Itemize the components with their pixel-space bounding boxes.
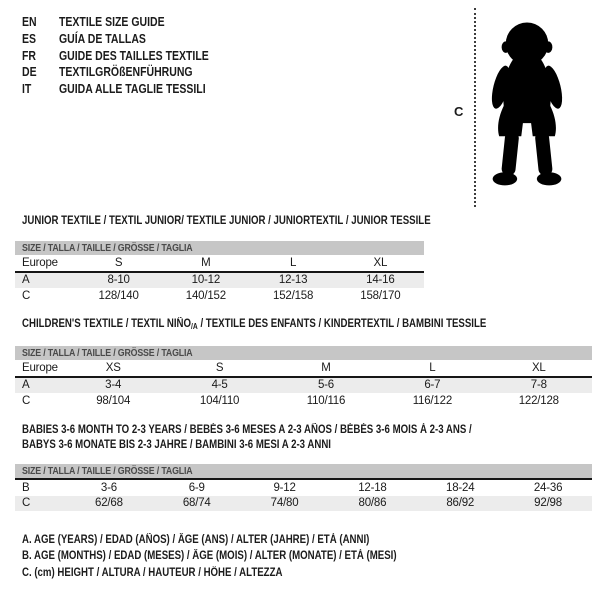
size-value-cell: 104/110 [199, 394, 240, 407]
row-label-cell: Europe [15, 255, 75, 272]
table-row [15, 241, 424, 255]
size-header-bar: SIZE / TALLA / TAILLE / GRÖSSE / TAGLIA [15, 464, 592, 479]
column-header-cell: S [166, 360, 272, 377]
height-label-c: C [454, 104, 464, 119]
language-title: TEXTILE SIZE GUIDE [59, 15, 165, 30]
table-row [15, 346, 592, 360]
babies-size-table [15, 464, 592, 511]
size-value-cell: 80/86 [328, 496, 416, 512]
size-value-cell: 12-18 [358, 481, 387, 494]
size-value-cell: 10-12 [162, 272, 249, 289]
size-value-cell: 12-13 [250, 272, 337, 289]
row-label-cell: A [15, 272, 75, 289]
table-row [15, 393, 592, 409]
language-code: ES [22, 32, 37, 47]
table-row [15, 288, 424, 304]
language-title: GUIDE DES TAILLES TEXTILE [59, 48, 209, 63]
column-header-cell: L [250, 255, 337, 272]
column-header-cell: XS [60, 360, 166, 377]
row-label-cell: C [22, 394, 31, 407]
row-label-cell: Europe [15, 360, 60, 377]
column-header-cell: L [379, 360, 485, 377]
junior-section-title: JUNIOR TEXTILE / TEXTIL JUNIOR/ TEXTILE JUNIOR / JUNIORTEXTIL / JUNIOR TESSILE [22, 215, 431, 227]
size-value-cell: 9-12 [273, 481, 296, 494]
size-value-cell: 122/128 [518, 394, 559, 407]
children-size-table [15, 346, 592, 409]
size-value-cell: 18-24 [446, 481, 475, 494]
size-value-cell: 140/152 [185, 289, 226, 302]
size-value-cell: 14-16 [337, 272, 424, 289]
size-value-cell: 24-36 [533, 481, 563, 494]
table-row [15, 272, 424, 289]
size-value-cell: 5-6 [273, 377, 379, 394]
table-row [15, 255, 424, 272]
column-header-cell: M [162, 255, 249, 272]
size-value-cell: 3-6 [100, 481, 117, 494]
language-title: TEXTILGRÖßENFÜHRUNG [59, 65, 193, 80]
size-value-cell: 74/80 [241, 496, 329, 512]
column-header-cell: XL [337, 255, 424, 272]
row-label-cell: B [22, 481, 30, 494]
language-title: GUIDA ALLE TAGLIE TESSILI [59, 82, 206, 97]
language-row [22, 81, 237, 98]
size-value-cell: 6-7 [379, 377, 485, 394]
size-value-cell: 86/92 [416, 496, 504, 512]
title-subscript: /A [191, 322, 198, 331]
junior-size-table [15, 241, 424, 304]
note-line-a: A. AGE (YEARS) / EDAD (AÑOS) / ÂGE (ANS) / ALTER (JAHRE) / ETÀ (ANNI) [22, 534, 370, 546]
size-value-cell: 152/158 [273, 289, 314, 302]
language-code: DE [22, 65, 37, 80]
language-row [22, 31, 237, 48]
size-value-cell: 128/140 [98, 289, 139, 302]
row-label-cell: C [22, 289, 31, 302]
row-label-cell: C [15, 496, 65, 512]
size-value-cell: 62/68 [65, 496, 153, 512]
children-section-title: CHILDREN'S TEXTILE / TEXTIL $NIÑO_{/A}$ / TEXTILE DES ENFANTS / KINDERTEXTIL / BAMBINI TESSILE [22, 318, 487, 331]
column-header-cell: XL [486, 360, 592, 377]
table-row [15, 479, 592, 496]
height-measure-dotted-line [474, 8, 476, 207]
size-value-cell: 98/104 [96, 394, 131, 407]
size-value-cell: 116/122 [412, 394, 453, 407]
column-header-cell: S [75, 255, 162, 272]
size-value-cell: 4-5 [166, 377, 272, 394]
size-value-cell: 3-4 [60, 377, 166, 394]
row-label-cell: A [15, 377, 60, 394]
size-value-cell: 110/116 [306, 394, 346, 407]
size-value-cell: 68/74 [153, 496, 241, 512]
size-value-cell: 92/98 [504, 496, 592, 512]
table-row [15, 377, 592, 394]
size-header-bar: SIZE / TALLA / TAILLE / GRÖSSE / TAGLIA [15, 346, 592, 360]
size-value-cell: 8-10 [75, 272, 162, 289]
children-section [15, 318, 592, 409]
size-value-cell: 158/170 [360, 289, 401, 302]
table-row [15, 464, 592, 479]
babies-section-title: BABIES 3-6 MONTH TO 2-3 YEARS / BEBÉS 3-6 MESES A 2-3 AÑOS / BÉBÉS 3-6 MOIS À 2-3 ANS / BABYS 3-6 MONATE BIS 2-3 JAHRE / BAMBINI 3-6 MESI A 2-3 ANNI [22, 424, 472, 451]
language-row [22, 64, 237, 81]
babies-section [15, 423, 592, 511]
size-value-cell: 7-8 [486, 377, 592, 394]
language-code: EN [22, 15, 37, 30]
language-row [22, 14, 237, 31]
language-title: GUÍA DE TALLAS [59, 32, 146, 47]
language-code: FR [22, 48, 37, 63]
table-row [15, 496, 592, 512]
size-header-bar: SIZE / TALLA / TAILLE / GRÖSSE / TAGLIA [15, 241, 424, 255]
size-value-cell: 6-9 [188, 481, 205, 494]
column-header-cell: M [273, 360, 379, 377]
baby-silhouette-icon [482, 4, 572, 208]
note-line-c: C. (cm) HEIGHT / ALTURA / HAUTEUR / HÖHE / ALTEZZA [22, 566, 283, 579]
language-row [22, 47, 237, 64]
junior-section [15, 215, 431, 304]
legend-notes [22, 532, 468, 581]
note-line-b: B. AGE (MONTHS) / EDAD (MESES) / ÂGE (MOIS) / ALTER (MONATE) / ETÀ (MESI) [22, 550, 397, 563]
table-row [15, 360, 592, 377]
language-list [22, 14, 237, 97]
language-code: IT [22, 82, 32, 97]
